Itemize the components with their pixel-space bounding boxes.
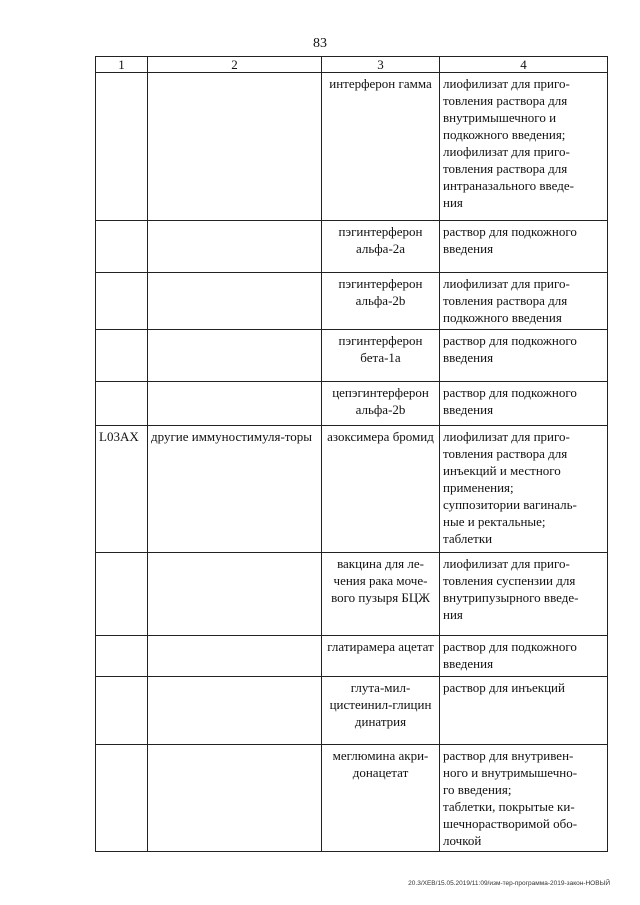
table-row bbox=[96, 382, 608, 426]
pharmacological-group-cell: другие иммуностимуля-торы bbox=[148, 426, 322, 553]
table-row bbox=[96, 330, 608, 382]
drug-name-cell: азоксимера бромид bbox=[322, 426, 440, 553]
drug-name-cell: цепэгинтерферон альфа-2b bbox=[322, 382, 440, 426]
atc-code-cell bbox=[96, 273, 148, 330]
drug-name-cell: глатирамера ацетат bbox=[322, 636, 440, 677]
dosage-form-cell: раствор для подкожного введения bbox=[440, 382, 608, 426]
drug-name-cell: пэгинтерферон альфа-2b bbox=[322, 273, 440, 330]
pharmacological-group-cell bbox=[148, 330, 322, 382]
table-row bbox=[96, 745, 608, 852]
pharmacological-group-cell bbox=[148, 273, 322, 330]
drug-name-cell: интерферон гамма bbox=[322, 73, 440, 221]
dosage-form-cell: раствор для подкожного введения bbox=[440, 221, 608, 273]
atc-code-cell bbox=[96, 553, 148, 636]
header-col-2: 2 bbox=[148, 57, 322, 73]
atc-code-cell bbox=[96, 677, 148, 745]
pharmacological-group-cell bbox=[148, 677, 322, 745]
footer-doc-id: 20.3/ХЕВ/15.05.2019/11:09/изм-тер-программа-2019-закон-НОВЫЙ bbox=[408, 880, 610, 887]
header-col-3: 3 bbox=[322, 57, 440, 73]
table-row bbox=[96, 677, 608, 745]
page-number: 83 bbox=[313, 36, 327, 51]
dosage-form-cell: лиофилизат для приго- товления раствора для инъекций и местного применения; суппозитории вагиналь- ные и ректальные; таблетки bbox=[440, 426, 608, 553]
table-row bbox=[96, 273, 608, 330]
atc-code-cell: L03AX bbox=[96, 426, 148, 553]
atc-code-cell bbox=[96, 636, 148, 677]
drug-name-cell: пэгинтерферон альфа-2a bbox=[322, 221, 440, 273]
dosage-form-cell: раствор для подкожного введения bbox=[440, 636, 608, 677]
atc-code-cell bbox=[96, 221, 148, 273]
table-row bbox=[96, 426, 608, 553]
atc-code-cell bbox=[96, 330, 148, 382]
drug-table bbox=[95, 56, 608, 852]
header-col-1: 1 bbox=[96, 57, 148, 73]
atc-code-cell bbox=[96, 73, 148, 221]
table-row bbox=[96, 221, 608, 273]
table-header-row bbox=[96, 57, 608, 73]
pharmacological-group-cell bbox=[148, 745, 322, 852]
atc-code-cell bbox=[96, 382, 148, 426]
drug-name-cell: меглюмина акри-донацетат bbox=[322, 745, 440, 852]
pharmacological-group-cell bbox=[148, 221, 322, 273]
dosage-form-cell: лиофилизат для приго- товления раствора для внутримышечного и подкожного введения; лиофилизат для приго- товления раствора для интраназального введе- ния bbox=[440, 73, 608, 221]
table-row bbox=[96, 73, 608, 221]
dosage-form-cell: раствор для инъекций bbox=[440, 677, 608, 745]
table-row bbox=[96, 636, 608, 677]
dosage-form-cell: лиофилизат для приго- товления суспензии для внутрипузырного введе- ния bbox=[440, 553, 608, 636]
dosage-form-cell: лиофилизат для приго- товления раствора для подкожного введения bbox=[440, 273, 608, 330]
dosage-form-cell: раствор для подкожного введения bbox=[440, 330, 608, 382]
pharmacological-group-cell bbox=[148, 382, 322, 426]
table-row bbox=[96, 553, 608, 636]
drug-name-cell: глута-мил-цистеинил-глицин динатрия bbox=[322, 677, 440, 745]
dosage-form-cell: раствор для внутривен- ного и внутримышечно- го введения; таблетки, покрытые ки- шечнорастворимой обо- лочкой bbox=[440, 745, 608, 852]
pharmacological-group-cell bbox=[148, 636, 322, 677]
drug-name-cell: пэгинтерферон бета-1a bbox=[322, 330, 440, 382]
atc-code-cell bbox=[96, 745, 148, 852]
header-col-4: 4 bbox=[440, 57, 608, 73]
pharmacological-group-cell bbox=[148, 553, 322, 636]
drug-name-cell: вакцина для ле-чения рака моче-вого пузыря БЦЖ bbox=[322, 553, 440, 636]
pharmacological-group-cell bbox=[148, 73, 322, 221]
